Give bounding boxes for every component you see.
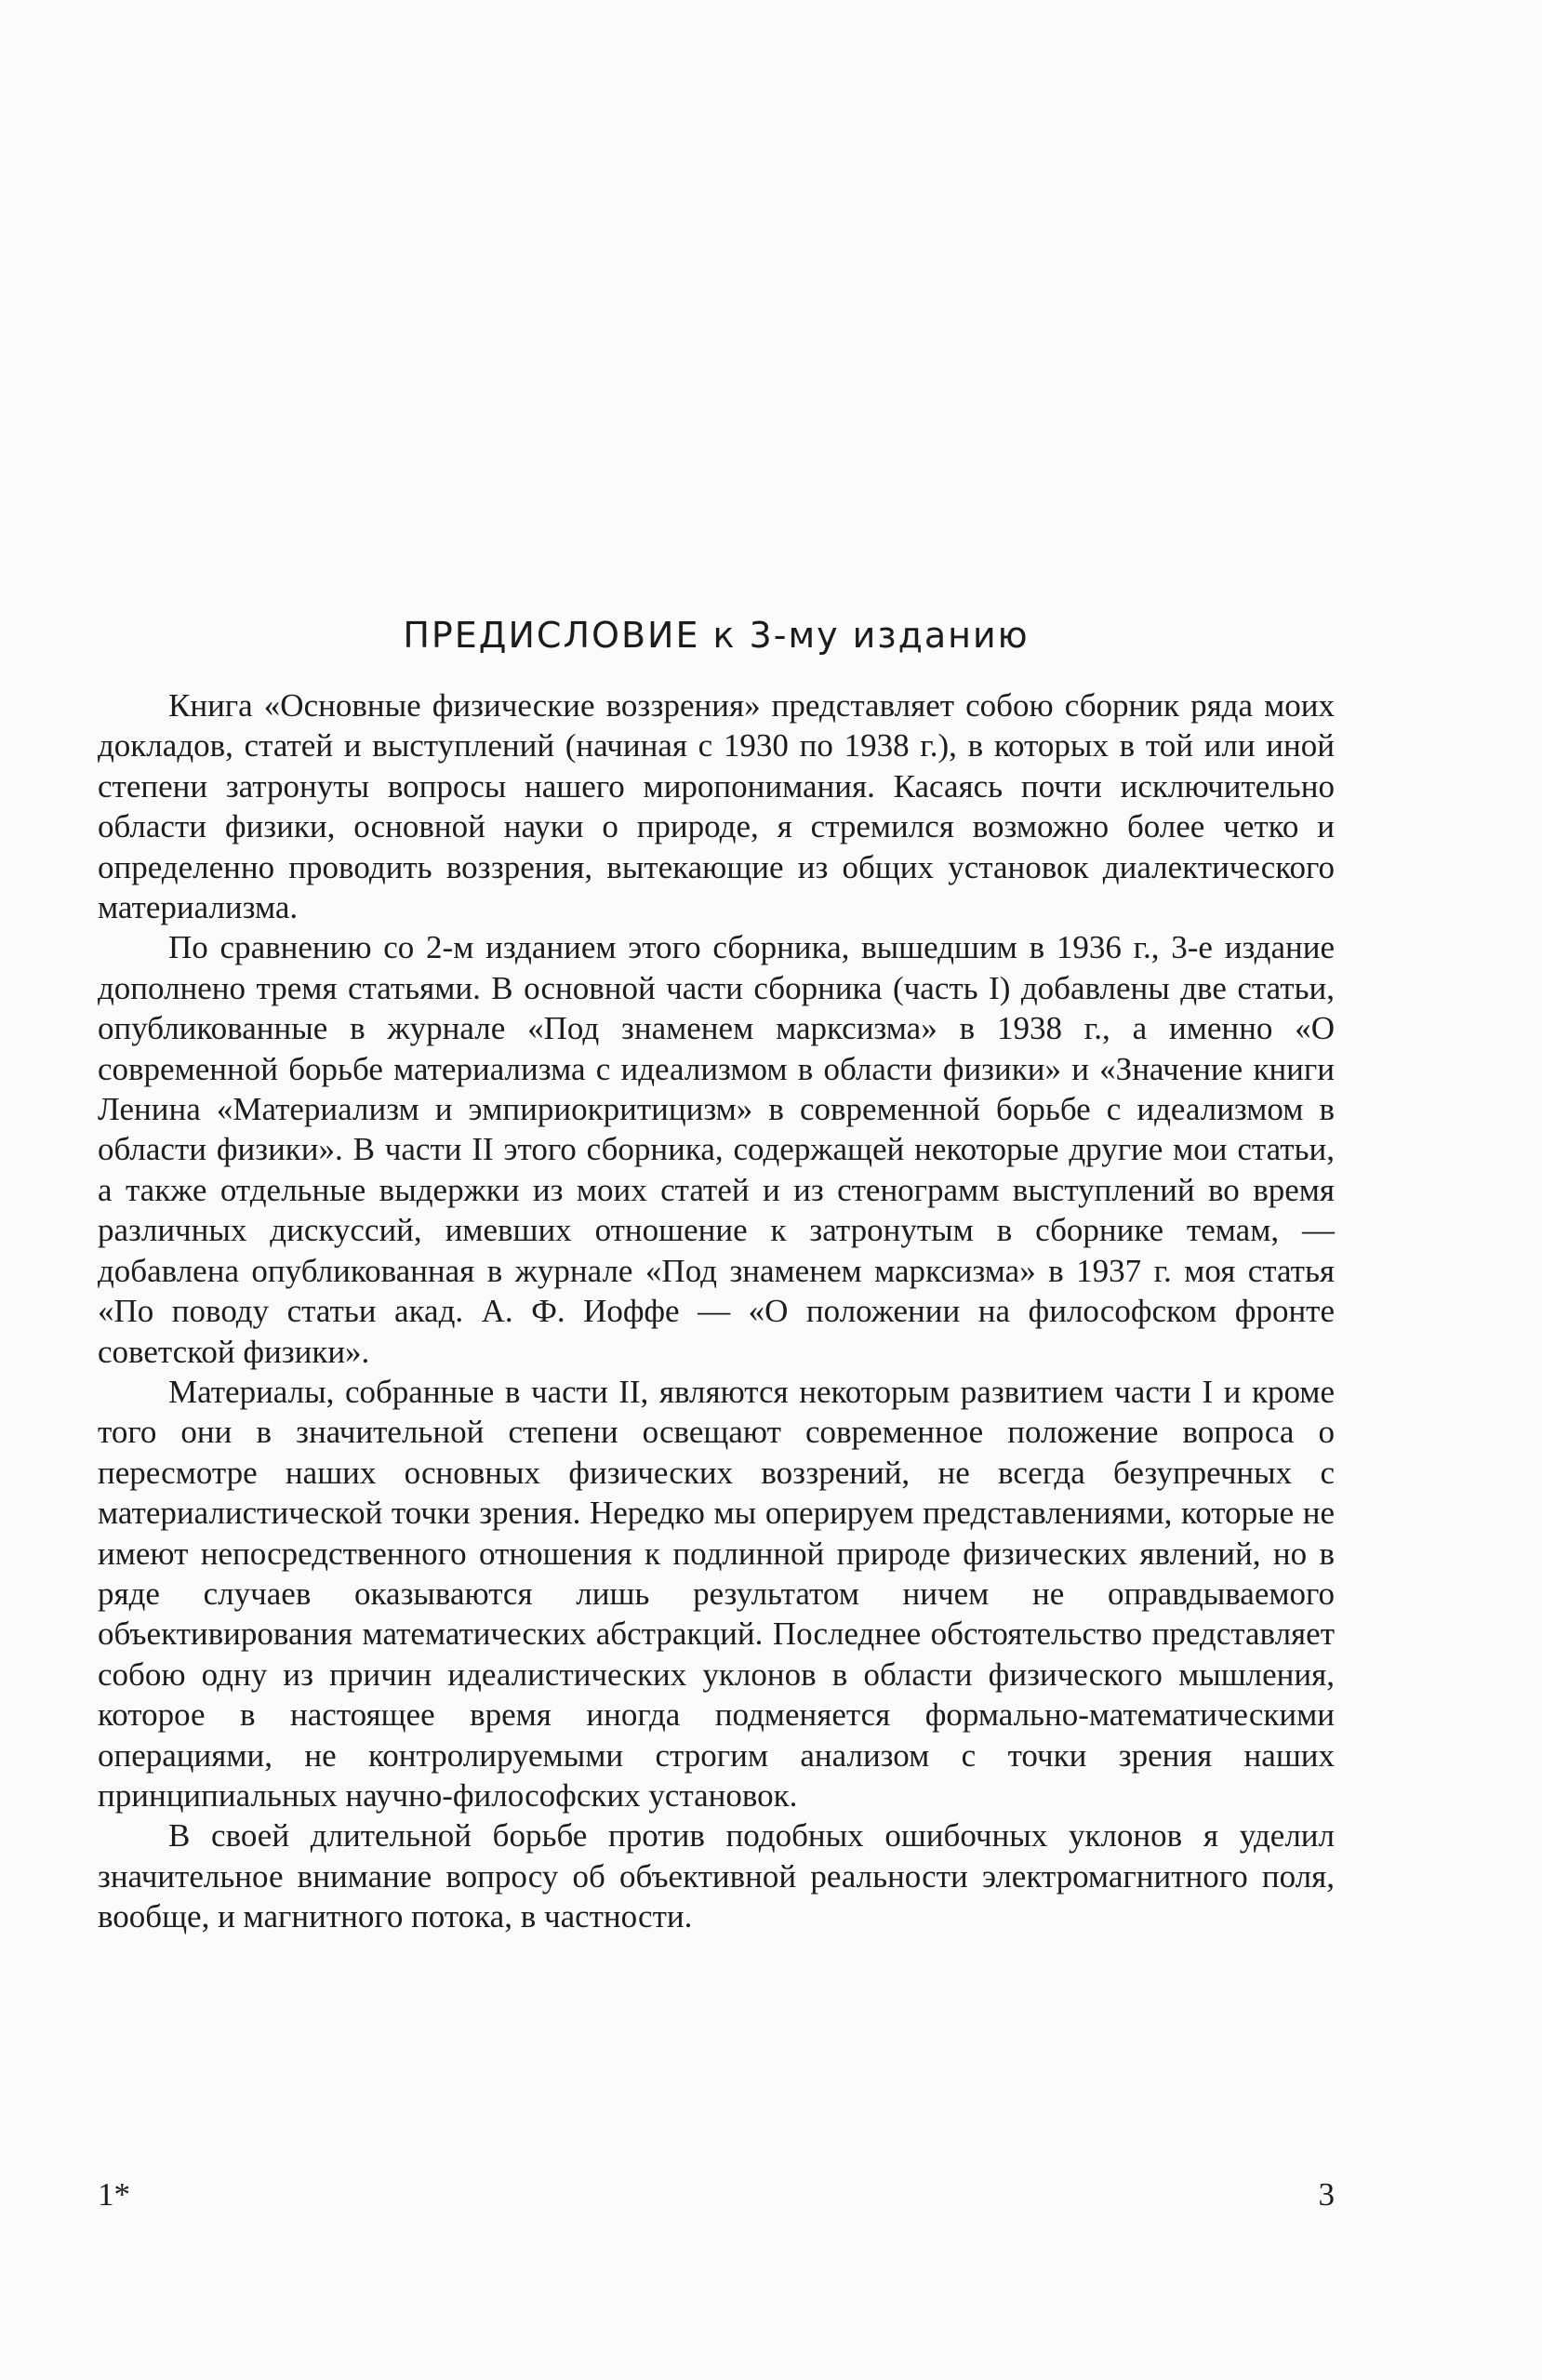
page-footer — [98, 2176, 1335, 2223]
paragraph-4: В своей длительной борьбе против подобных ошибочных уклонов я уделил значительное внимание вопросу об объективной реальности электромагнитного поля, вообще, и магнитного потока, в частности. — [98, 1817, 1335, 1935]
paragraph-3: Материалы, собранные в части II, являются некоторым развитием части I и кроме того они в значительной степени освещают современное положение вопроса о пересмотре наших основных физических воззрений, не всегда безупречных с материалистической точки зрения. Нередко мы оперируем представлениями, которые не имеют непосредственного отношения к подлинной природе физических явлений, но в ряде случаев оказываются лишь результатом ничем не оправдываемого объективирования математических абстракций. Последнее обстоятельство представляет собою одну из причин идеалистических уклонов в области физического мышления, которое в настоящее время иногда подменяется формально-математическими операциями, не контролируемыми строгим анализом с точки зрения наших принципиальных научно-философских установок. — [98, 1373, 1335, 1814]
text-block — [98, 609, 1335, 1937]
signature-mark: 1* — [98, 2176, 130, 2213]
page-heading: ПРЕДИСЛОВИЕ к 3-му изданию — [403, 615, 1030, 656]
paragraph-1: Книга «Основные физические воззрения» представляет собою сборник ряда моих докладов, статей и выступлений (начиная с 1930 по 1938 г.), в которых в той или иной степени затронуты вопросы нашего миропонимания. Касаясь почти исключительно области физики, основной науки о природе, я стремился возможно более четко и определенно проводить воззрения, вытекающие из общих установок диалектического материализма. — [98, 687, 1335, 926]
page-number: 3 — [1318, 2176, 1335, 2213]
paragraph-2: По сравнению со 2-м изданием этого сборника, вышедшим в 1936 г., 3-е издание дополнено тремя статьями. В основной части сборника (часть I) добавлены две статьи, опубликованные в журнале «Под знаменем марксизма» в 1938 г., а именно «О современной борьбе материализма с идеализмом в области физики» и «Значение книги Ленина «Материализм и эмпириокритицизм» в современной борьбе с идеализмом в области физики». В части II этого сборника, содержащей некоторые другие мои статьи, а также отдельные выдержки из моих статей и из стенограмм выступлений во время различных дискуссий, имевших отношение к затронутым в сборнике темам, — добавлена опубликованная в журнале «Под знаменем марксизма» в 1937 г. моя статья «По поводу статьи акад. А. Ф. Иоффе — «О положении на философском фронте советской физики». — [98, 929, 1335, 1370]
